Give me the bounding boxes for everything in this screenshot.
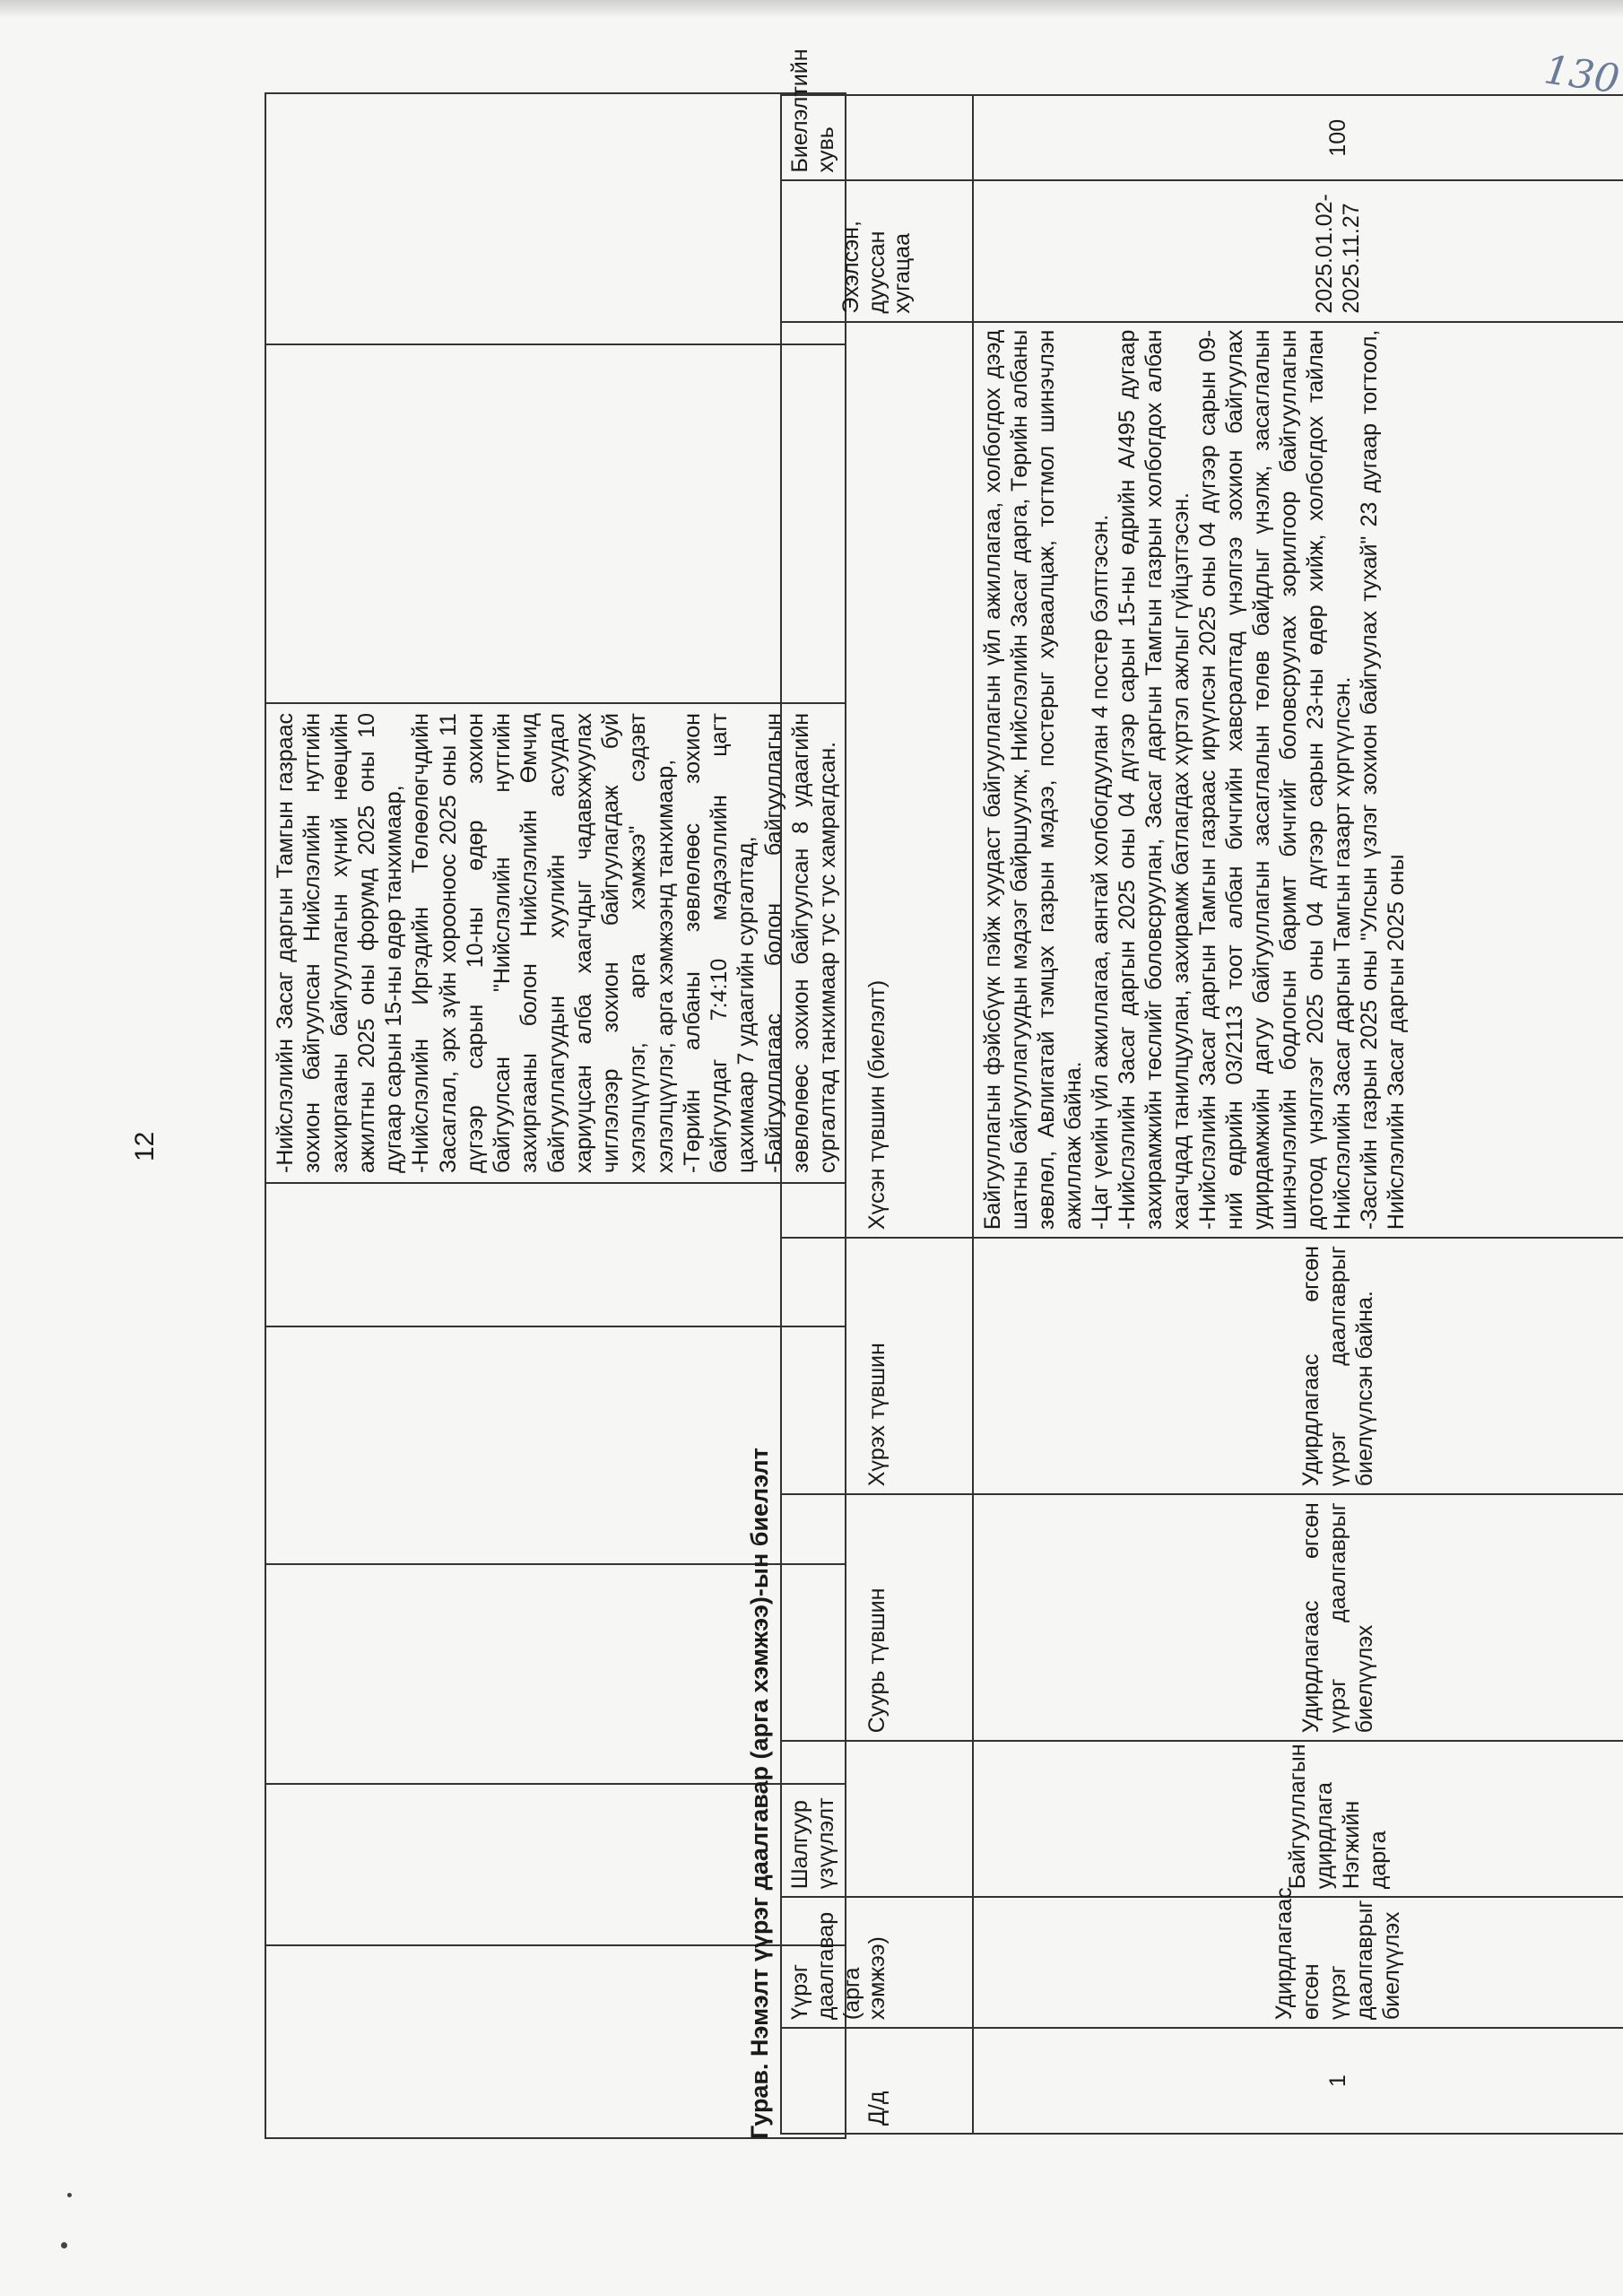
section-title: Гурав. Нэмэлт үүрэг даалгавар (арга хэмжээ)-ын биелэлт [746, 1448, 773, 2139]
achieved-paragraph: Байгууллагын фэйсбүүк пэйж хуудаст байгууллагын үйл ажиллагаа, холбогдох дээд шатны байгууллагуудын мэдээг байршуулж, Нийслэлийн Засаг дарга, Төрийн албаны зөвлөл, Авлигатай тэмцэх газрын мэдээ, постерыг хуваалцаж, тогтмол шинэчлэн ажиллаж байна. [980, 329, 1086, 1231]
empty-cell [265, 1183, 846, 1326]
header-number: Д/д [781, 2028, 973, 2134]
header-indicator: Шалгуур үзүүлэлт [781, 1741, 973, 1897]
row-period: 2025.01.02-2025.11.27 [973, 180, 1623, 321]
row-number: 1 [973, 2028, 1623, 2134]
text-line: -Байгууллагаас болон байгууллагын зөвлөлөөс зохион байгуулсан 8 удаагийн сургалтад танхимаар тус тус хамрагдсан. [760, 713, 840, 1173]
handwritten-page-mark: 130 [1541, 47, 1623, 103]
achieved-paragraph: -Нийслэлийн Засаг даргын 2025 оны 04 дүгээр сарын 15-ны өдрийн А/495 дугаар захирамжийн төслийг боловсруулан, Засаг даргын Тамгын газрын холбогдох албан хаагчдад танилцуулан, захирамж батлагдах хүртэл ажлыг гүйцэтгэсэн. [1115, 329, 1193, 1231]
header-percent: Биелэлтийн хувь [781, 95, 973, 180]
achieved-paragraph: -Засгийн газрын 2025 оны "Улсын үзлэг зохион байгуулах тухай" 23 дугаар тогтоол, Нийслэлийн Засаг даргын 2025 оны [1357, 329, 1409, 1231]
continuation-text-cell [265, 703, 846, 1183]
text-line: -Төрийн албаны зөвлөлөөс зохион байгуулдаг 7:4:10 мэдээллийн цагт цахимаар 7 удаагийн сургалтад, [679, 713, 759, 1173]
header-period: Эхэлсэн, дууссан хугацаа [781, 180, 973, 321]
header-achieved-level: Хүсэн түвшин (биелэлт) [781, 322, 973, 1238]
empty-cell [265, 93, 846, 344]
text-line: -Нийслэлийн Иргэдийн Төлөөлөгчдийн Засаглал, эрх зүйн хорооноос 2025 оны 11 дүгээр сарын 10-ны өдөр зохион байгуулсан "Нийслэлийн нутгийн захиргааны болон Нийслэлийн Өмчид байгууллагуудын хуулийн асуудал хариуцсан алба хаагчдыг чадавхжуулах чиглэлээр зохион байгуулагдаж буй хэлэлцүүлэг, арга хэмжээ" сэдэвт хэлэлцүүлэг, арга хэмжээнд танхимаар, [408, 713, 678, 1173]
row-base-level: Удирдлагаас өгсөн үүрэг даалгаврыг биелүүлэх [973, 1494, 1623, 1741]
header-base-level: Суурь түвшин [781, 1494, 973, 1741]
achieved-paragraph: -Нийслэлийн Засаг даргын Тамгын газраас ирүүлсэн 2025 оны 04 дүгээр сарын 09-ний өдрийн 03/2113 тоот албан бичгийн хавсралтад үнэлгээ зохион байгуулах удирдамжийн дагуу байгууллагын засаглалын төлөв байдлыг үнэлж, засаглалын шинэчлэлийн бодлогын баримт бичгийг боловсруулах зорилгоор байгууллагын дотоод үнэлгээг 2025 оны 04 дүгээр сарын 23-ны өдөр хийж, холбогдох тайлан Нийслэлийн Засаг даргын Тамгын газарт хүргүүлсэн. [1195, 329, 1355, 1231]
row-target-level: Удирдлагаас өгсөн үүрэг даалгаврыг биелүүлсэн байна. [973, 1238, 1623, 1494]
header-task: Үүрэг даалгавар (арга хэмжээ) [781, 1897, 973, 2028]
row-indicator: Байгууллагын удирдлага Нэгжийн дарга [973, 1741, 1623, 1897]
row-percent: 100 [973, 95, 1623, 180]
empty-cell [265, 344, 846, 703]
row-task: Удирдлагаас өгсөн үүрэг даалгаврыг биелүүлэх [973, 1897, 1623, 2028]
row-achieved-level [973, 322, 1623, 1238]
text-line: -Нийслэлийн Засаг даргын Тамгын газраас зохион байгуулсан Нийслэлийн нутгийн захиргааны байгууллагын хүний нөөцийн ажилтны 2025 оны форумд 2025 оны 10 дугаар сарын 15-ны өдөр танхимаар, [273, 713, 406, 1173]
achieved-paragraph: -Цаг үеийн үйл ажиллагаа, аянтай холбогдуулан 4 постер бэлтгэсэн. [1088, 514, 1113, 1231]
header-target-level: Хүрэх түвшин [781, 1238, 973, 1494]
page-number: 12 [130, 1131, 160, 1161]
